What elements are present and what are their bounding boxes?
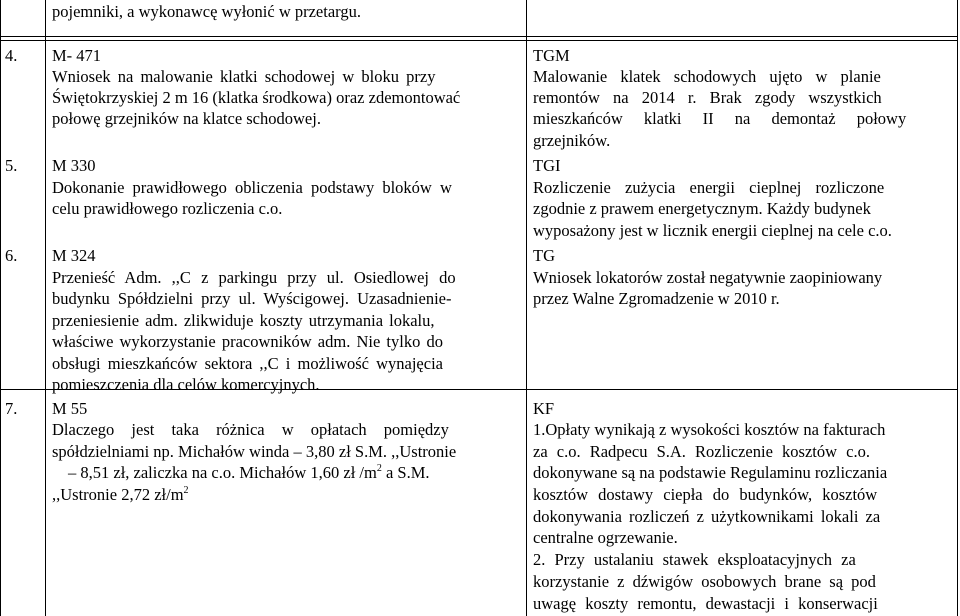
table-border-left bbox=[0, 0, 1, 616]
row-left-line: pomieszczenia dla celów komercyjnych. bbox=[52, 375, 320, 394]
row-left-line: spółdzielniami np. Michałów winda – 3,80 zł S.M. ,,Ustronie bbox=[52, 442, 457, 461]
row-right-line: przez Walne Zgromadzenie w 2010 r. bbox=[533, 289, 780, 308]
row-right-line: wyposażony jest w licznik energii cieplnej na cele c.o. bbox=[533, 221, 892, 240]
row-number: 7. bbox=[5, 399, 18, 418]
row-right-line: remontów na 2014 r. Brak zgody wszystkich bbox=[533, 88, 882, 107]
row-left-line: Dlaczego jest taka różnica w opłatach pomiędzy bbox=[52, 420, 449, 439]
row-unit: TG bbox=[533, 246, 555, 265]
row-right-line: korzystanie z dźwigów osobowych brane są pod bbox=[533, 572, 876, 591]
row-left-text: – 8,51 zł, zaliczka na c.o. Michałów 1,60 zł /m bbox=[68, 463, 377, 482]
row-right-line: uwagę koszty remontu, dewastacji i konserwacji bbox=[533, 594, 878, 613]
top-row-text: pojemniki, a wykonawcę wyłonić w przetargu. bbox=[52, 2, 361, 21]
column-divider-middle bbox=[526, 0, 527, 616]
table-border-right bbox=[957, 0, 958, 616]
row-left-line: Przenieść Adm. ,,C z parkingu przy ul. Osiedlowej do bbox=[52, 268, 456, 287]
row-right-line: centralne ogrzewanie. bbox=[533, 528, 678, 547]
row-right-line: Wniosek lokatorów został negatywnie zaopiniowany bbox=[533, 268, 883, 287]
row-left-line: połowę grzejników na klatce schodowej. bbox=[52, 109, 321, 128]
row-left-line: budynku Spółdzielni przy ul. Wyścigowej. Uzasadnienie- bbox=[52, 289, 452, 308]
row-divider-4 bbox=[0, 40, 958, 41]
row-code: M 330 bbox=[52, 156, 96, 175]
row-right-line: 1.Opłaty wynikają z wysokości kosztów na fakturach bbox=[533, 420, 886, 439]
row-divider-top bbox=[0, 36, 958, 37]
row-left-line: Świętokrzyskiej 2 m 16 (klatka środkowa) oraz zdemontować bbox=[52, 88, 461, 107]
row-left-line bbox=[68, 463, 430, 483]
superscript: 2 bbox=[376, 462, 382, 474]
row-code: M- 471 bbox=[52, 46, 102, 65]
row-left-line: przeniesienie adm. zlikwiduje koszty utrzymania lokalu, bbox=[52, 311, 435, 330]
row-unit: TGM bbox=[533, 46, 570, 65]
column-divider-number bbox=[45, 0, 46, 616]
row-right-line: zgodnie z prawem energetycznym. Każdy budynek bbox=[533, 199, 871, 218]
row-left-text: ,,Ustronie 2,72 zł/m bbox=[52, 485, 184, 504]
row-left-line: celu prawidłowego rozliczenia c.o. bbox=[52, 199, 283, 218]
row-right-line: mieszkańców klatki II na demontaż połowy bbox=[533, 109, 907, 128]
row-right-line: dokonywane są na podstawie Regulaminu rozliczania bbox=[533, 463, 888, 482]
row-left-line bbox=[52, 485, 189, 505]
row-left-line: Dokonanie prawidłowego obliczenia podstawy bloków w bbox=[52, 178, 452, 197]
row-number: 4. bbox=[5, 46, 18, 65]
row-code: M 55 bbox=[52, 399, 88, 418]
row-right-line: Rozliczenie zużycia energii cieplnej rozliczone bbox=[533, 178, 885, 197]
row-right-line: za c.o. Radpecu S.A. Rozliczenie kosztów c.o. bbox=[533, 442, 870, 461]
row-right-line: dokonywania rozliczeń z użytkownikami lokali za bbox=[533, 507, 881, 526]
row-left-line: obsługi mieszkańców sektora ,,C i możliwość wynajęcia bbox=[52, 354, 443, 373]
row-number: 6. bbox=[5, 246, 18, 265]
row-right-line: grzejników. bbox=[533, 131, 611, 150]
row-unit: KF bbox=[533, 399, 555, 418]
row-right-line: 2. Przy ustalaniu stawek eksploatacyjnych za bbox=[533, 550, 856, 569]
row-left-line: właściwe wykorzystanie pracowników adm. Nie tylko do bbox=[52, 332, 443, 351]
row-right-line: Malowanie klatek schodowych ujęto w planie bbox=[533, 67, 881, 86]
row-right-line: kosztów dostawy ciepła do budynków, kosztów bbox=[533, 485, 878, 504]
row-number: 5. bbox=[5, 156, 18, 175]
row-left-text: a S.M. bbox=[385, 463, 430, 482]
superscript: 2 bbox=[183, 484, 189, 496]
row-code: M 324 bbox=[52, 246, 96, 265]
row-left-line: Wniosek na malowanie klatki schodowej w bloku przy bbox=[52, 67, 436, 86]
row-unit: TGI bbox=[533, 156, 561, 175]
